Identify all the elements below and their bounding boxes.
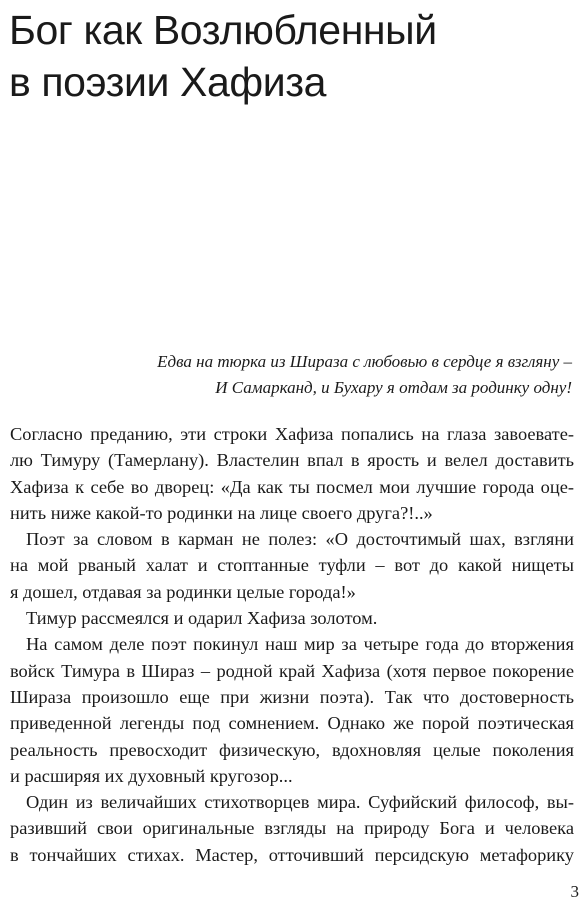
- chapter-title: [9, 4, 579, 108]
- text-line: я дошел, отдавая за родинки целые города!»: [10, 581, 356, 602]
- text-line: разивший свои оригинальные взгляды на природу Бога и человека: [10, 818, 574, 839]
- text-line: лю Тимуру (Тамерлану). Властелин впал в ярость и велел доставить: [10, 450, 574, 471]
- text-line: приведенной легенды под сомнением. Однако же порой поэтическая: [10, 713, 574, 734]
- text-line: реальность превосходит физическую, вдохновляя целые поколения: [10, 739, 574, 760]
- text-line: и расширяя их духовный кругозор...: [10, 765, 293, 786]
- chapter-title-line-2: в поэзии Хафиза: [9, 59, 327, 105]
- paragraph-4: [10, 631, 574, 789]
- chapter-title-line-1: Бог как Возлюбленный: [9, 7, 437, 53]
- epigraph-line-1: Едва на тюрка из Шираза с любовью в сердце я взгляну –: [157, 352, 572, 371]
- text-line: На самом деле поэт покинул наш мир за четыре года до вторжения: [26, 634, 574, 655]
- paragraph-2: [10, 526, 574, 605]
- text-line: Тимур рассмеялся и одарил Хафиза золотом.: [26, 608, 378, 629]
- paragraph-3: [10, 605, 574, 631]
- paragraph-1: [10, 421, 574, 526]
- epigraph-line-2: И Самарканд, и Бухару я отдам за родинку одну!: [215, 378, 572, 397]
- text-line: Согласно преданию, эти строки Хафиза попались на глаза завоевате-: [10, 424, 574, 444]
- text-line: Один из величайших стихотворцев мира. Суфийский философ, вы-: [26, 792, 574, 813]
- epigraph: [72, 349, 572, 401]
- text-line: на мой рваный халат и стоптанные туфли – вот до какой нищеты: [10, 555, 574, 576]
- text-line: Шираза произошло еще при жизни поэта). Так что достоверность: [10, 686, 574, 707]
- text-line: Хафиза к себе во дворец: «Да как ты посмел мои лучшие города оце-: [10, 476, 574, 497]
- text-line: войск Тимура в Шираз – родной край Хафиза (хотя первое покорение: [10, 660, 574, 681]
- page-number: 3: [570, 882, 579, 901]
- text-line: Поэт за словом в карман не полез: «О досточтимый шах, взгляни: [26, 529, 574, 550]
- text-line: нить ниже какой-то родинки на лице своего друга?!..»: [10, 502, 433, 523]
- text-line: в тончайших стихах. Мастер, отточивший персидскую метафорику: [10, 844, 574, 865]
- paragraph-5: [10, 789, 574, 868]
- body-text: [10, 421, 574, 868]
